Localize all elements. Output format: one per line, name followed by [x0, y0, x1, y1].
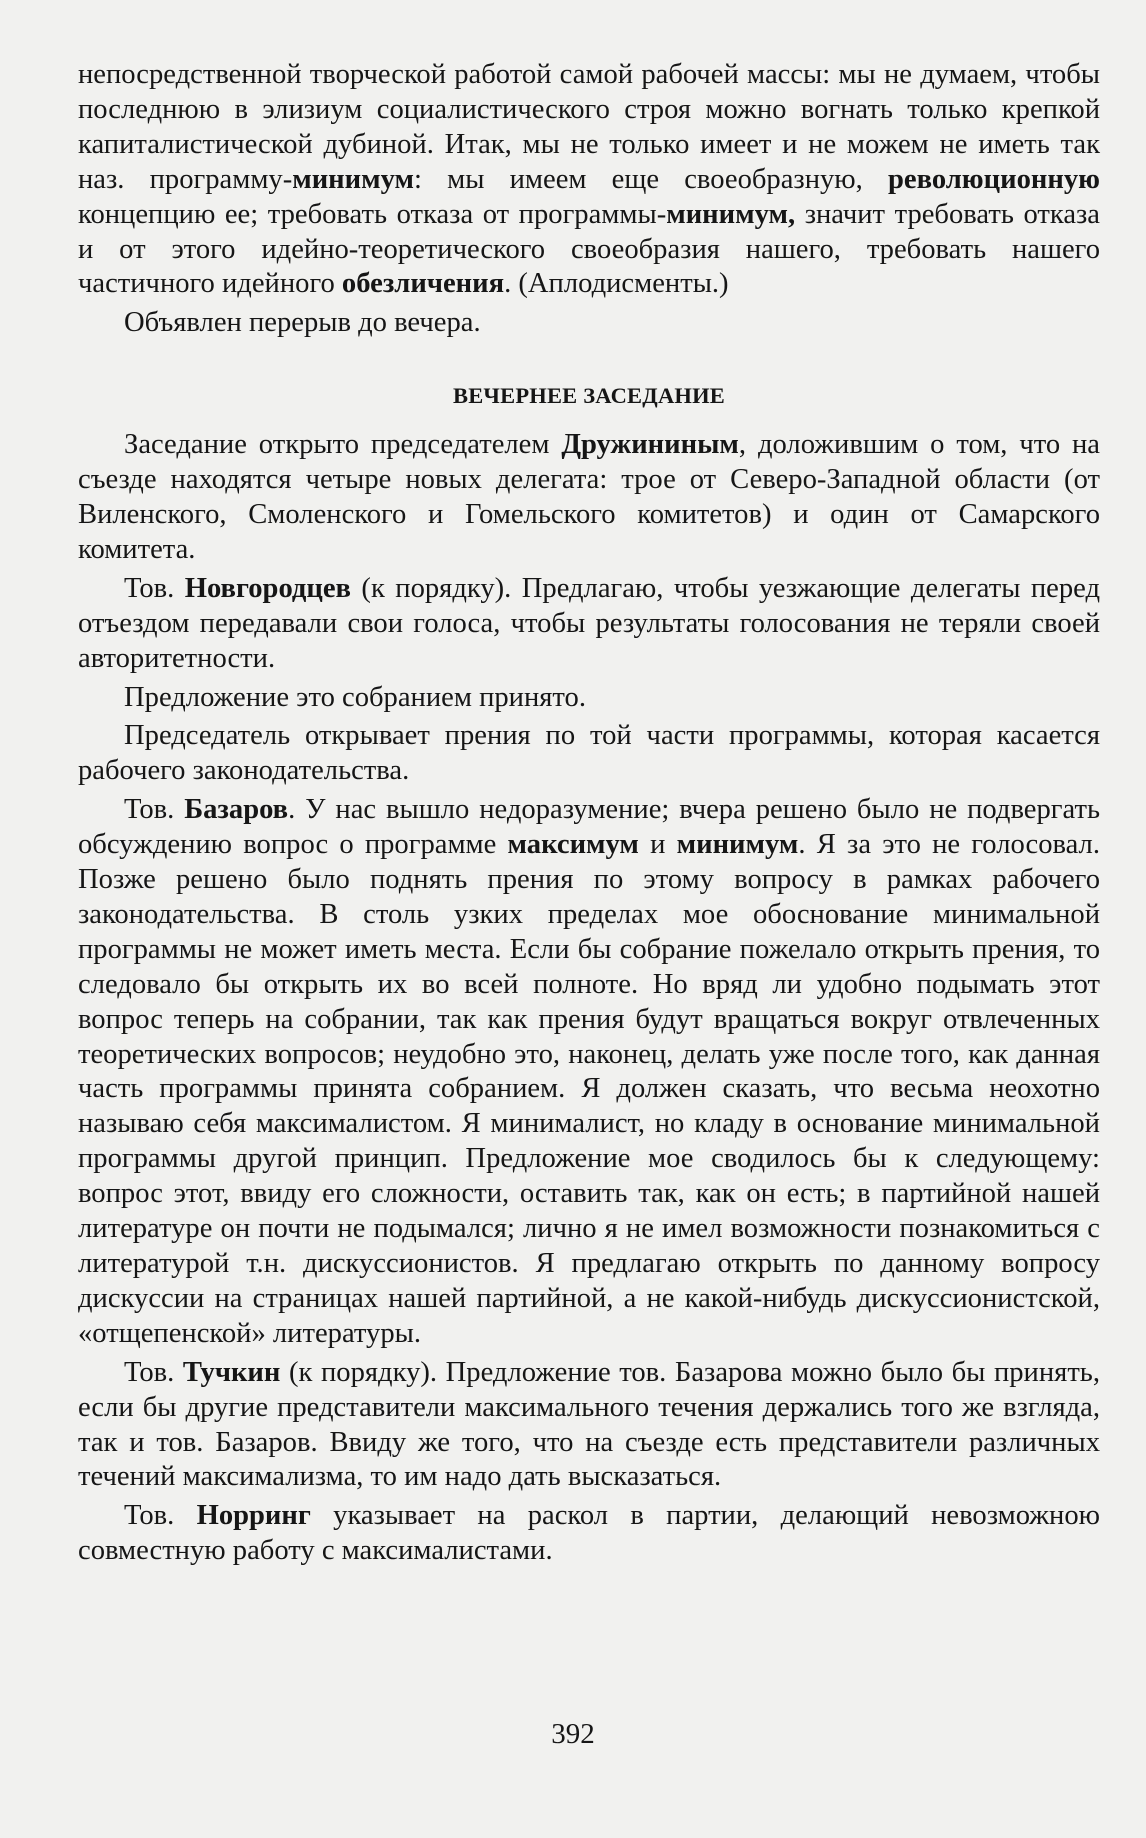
paragraph-continuation	[78, 58, 1100, 302]
bold-term: минимум	[292, 163, 415, 195]
bold-term: минимум	[676, 829, 799, 861]
text-run: (к порядку). Предложение тов. Базарова можно было бы принять, если бы другие представители максимального течения держались того же взгляда, так и тов. Базаров. Ввиду же того, что на съезде есть представители различных течений максимализма, то им надо дать высказаться.	[78, 1356, 1100, 1493]
text-run: непосредственной творческой работой самой рабочей массы: мы не думаем, чтобы последнюю в элизиум социалистического строя можно вогнать только крепкой капиталистической дубиной. Итак, мы не только имеет и не можем не иметь так наз. программу-	[78, 59, 1100, 195]
paragraph-proposal-accepted: Предложение это собранием принято.	[124, 681, 586, 713]
text-run: значит требовать отказа и от этого идейно-теоретического своеобразия нашего, требовать нашего частичного идейного	[78, 198, 1100, 300]
speaker-name: Дружининым	[561, 429, 739, 461]
bold-term: обезличения	[341, 268, 505, 300]
bold-term: максимум	[507, 829, 639, 861]
text-run: , доложившим о том, что на съезде находятся четыре новых делегата: трое от Северо-Западной области (от Виленского, Смоленского и Гомельского комитетов) и один от Самарского комитета.	[78, 429, 1100, 565]
paragraph-session-opened	[78, 428, 1100, 568]
text-run: Заседание открыто председателем	[124, 429, 562, 461]
page-number: 392	[551, 1718, 595, 1750]
paragraph-recess: Объявлен перерыв до вечера.	[124, 307, 481, 339]
page-body	[78, 58, 1100, 1569]
text-run: : мы имеем еще своеобразную,	[414, 163, 888, 195]
paragraph-norring	[78, 1499, 1100, 1569]
text-run: Тов.	[124, 1356, 183, 1388]
paragraph-tuchkin	[78, 1356, 1100, 1496]
speaker-name: Новгородцев	[184, 572, 351, 604]
text-run: концепцию ее; требовать отказа от программы-	[78, 198, 667, 230]
speaker-name: Базаров	[184, 794, 289, 826]
text-run: . Я за это не голосовал. Позже решено было поднять прения по этому вопросу в рамках рабочего законодательства. В столь узких пределах мое обоснование минимальной программы не может иметь места. Если бы собрание пожелало открыть прения, то следовало бы открыть их во всей полноте. Но вряд ли удобно подымать этот вопрос теперь на собрании, так как прения будут вращаться вокруг отвлеченных теоретических вопросов; неудобно это, наконец, делать уже после того, как данная часть программы принята собранием. Я должен сказать, что весьма неохотно называю себя максималистом. Я минималист, но кладу в основание минимальной программы другой принцип. Предложение мое сводилось бы к следующему: вопрос этот, ввиду его сложности, оставить так, как он есть; в партийной нашей литературе он почти не подымался; лично я не имел возможности познакомиться с литературой т.н. дискуссионистов. Я предлагаю открыть по данному вопросу дискуссии на страницах нашей партийной, а не какой-нибудь дискуссионистской, «отщепенской» литературы.	[78, 829, 1100, 1349]
text-run: . У нас вышло недоразумение; вчера решено было не подвергать обсуждению вопрос о программе	[78, 794, 1100, 861]
section-heading: ВЕЧЕРНЕЕ ЗАСЕДАНИЕ	[452, 383, 726, 409]
text-run: . (Аплодисменты.)	[504, 268, 729, 300]
speaker-name: Тучкин	[182, 1356, 281, 1388]
text-run: Тов.	[124, 572, 185, 604]
bold-term: минимум,	[666, 198, 796, 230]
speaker-name: Норринг	[196, 1500, 311, 1532]
text-run: Тов.	[124, 794, 185, 826]
text-run: (к порядку). Предлагаю, чтобы уезжающие делегаты перед отъездом передавали свои голоса, чтобы результаты голосования не теряли своей авторитетности.	[78, 572, 1100, 674]
text-run: Тов.	[124, 1500, 197, 1532]
bold-term: революционную	[887, 163, 1100, 195]
text-run: указывает на раскол в партии, делающий невозможною совместную работу с максималистами.	[78, 1500, 1100, 1567]
paragraph-novgorodtsev	[78, 572, 1100, 677]
text-run: и	[638, 829, 677, 861]
paragraph-bazarov	[78, 793, 1100, 1352]
paragraph-chairman-debate: Председатель открывает прения по той части программы, которая касается рабочего законодательства.	[78, 720, 1100, 787]
